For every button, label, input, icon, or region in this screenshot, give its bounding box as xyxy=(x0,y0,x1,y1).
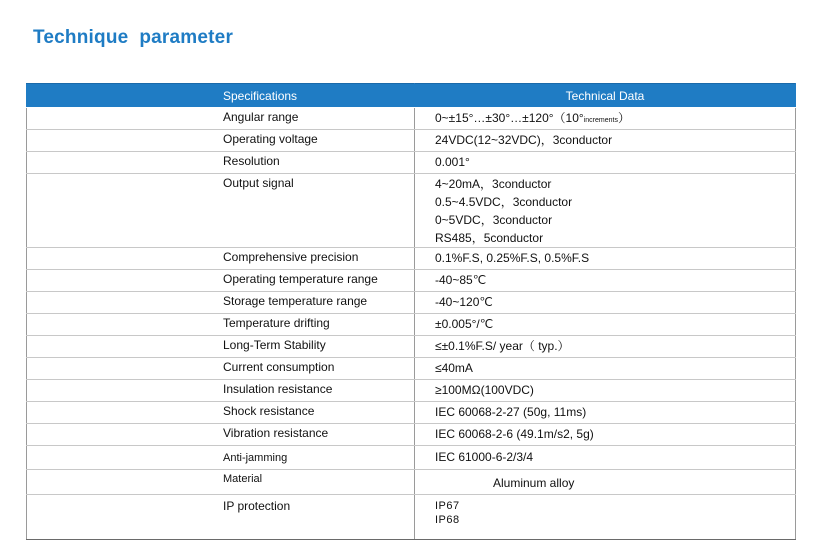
spec-label: Shock resistance xyxy=(27,402,415,424)
spec-value xyxy=(415,495,796,540)
table-row xyxy=(27,292,796,314)
table-row xyxy=(27,495,796,540)
spec-label: Comprehensive precision xyxy=(27,248,415,270)
table-row xyxy=(27,358,796,380)
ip-rating-line: IP67 xyxy=(435,500,460,512)
spec-label: Material xyxy=(27,470,415,495)
spec-value: 24VDC(12~32VDC)，3conductor xyxy=(415,130,796,152)
header-technical-data: Technical Data xyxy=(415,84,796,108)
spec-table xyxy=(26,83,796,540)
table-row xyxy=(27,402,796,424)
output-signal-line: 0.5~4.5VDC，3conductor xyxy=(435,195,573,209)
spec-label: Resolution xyxy=(27,152,415,174)
output-signal-line: RS485，5conductor xyxy=(435,231,544,245)
table-row xyxy=(27,130,796,152)
spec-value: 0.001° xyxy=(415,152,796,174)
spec-value: ≥100MΩ(100VDC) xyxy=(415,380,796,402)
spec-value: ±0.005°/℃ xyxy=(415,314,796,336)
spec-label: Long-Term Stability xyxy=(27,336,415,358)
table-row xyxy=(27,446,796,470)
spec-label: Angular range xyxy=(27,108,415,130)
spec-value: 0.1%F.S, 0.25%F.S, 0.5%F.S xyxy=(415,248,796,270)
increments-note: increments xyxy=(583,117,618,124)
spec-label: Anti-jamming xyxy=(27,446,415,470)
table-row xyxy=(27,314,796,336)
spec-label: Current consumption xyxy=(27,358,415,380)
table-row xyxy=(27,270,796,292)
table-row xyxy=(27,424,796,446)
table-row xyxy=(27,174,796,248)
spec-value: IEC 60068-2-6 (49.1m/s2, 5g) xyxy=(415,424,796,446)
angular-range-value: 0~±15°…±30°…±120°（10° xyxy=(435,111,584,125)
ip-rating-line: IP68 xyxy=(435,514,460,526)
spec-value: Aluminum alloy xyxy=(415,470,796,495)
spec-label: Operating temperature range xyxy=(27,270,415,292)
table-row xyxy=(27,470,796,495)
spec-label: Storage temperature range xyxy=(27,292,415,314)
spec-value xyxy=(415,174,796,248)
table-row xyxy=(27,108,796,130)
spec-value: IEC 61000-6-2/3/4 xyxy=(415,446,796,470)
angular-range-close: ） xyxy=(617,111,630,125)
table-row xyxy=(27,336,796,358)
header-specifications: Specifications xyxy=(27,84,415,108)
spec-value: -40~85℃ xyxy=(415,270,796,292)
spec-label: IP protection xyxy=(27,495,415,540)
spec-value: -40~120℃ xyxy=(415,292,796,314)
spec-label: Temperature drifting xyxy=(27,314,415,336)
table-row xyxy=(27,248,796,270)
table-row xyxy=(27,380,796,402)
spec-label: Output signal xyxy=(27,174,415,248)
spec-label: Vibration resistance xyxy=(27,424,415,446)
table-header-row xyxy=(27,84,796,108)
spec-value: ≤±0.1%F.S/ year（ typ.） xyxy=(415,336,796,358)
spec-value: IEC 60068-2-27 (50g, 11ms) xyxy=(415,402,796,424)
spec-label: Operating voltage xyxy=(27,130,415,152)
page-title: Technique parameter xyxy=(33,27,234,48)
output-signal-line: 0~5VDC，3conductor xyxy=(435,213,553,227)
spec-label: Insulation resistance xyxy=(27,380,415,402)
table-row xyxy=(27,152,796,174)
output-signal-line: 4~20mA，3conductor xyxy=(435,177,552,191)
spec-value xyxy=(415,108,796,130)
spec-value: ≤40mA xyxy=(415,358,796,380)
